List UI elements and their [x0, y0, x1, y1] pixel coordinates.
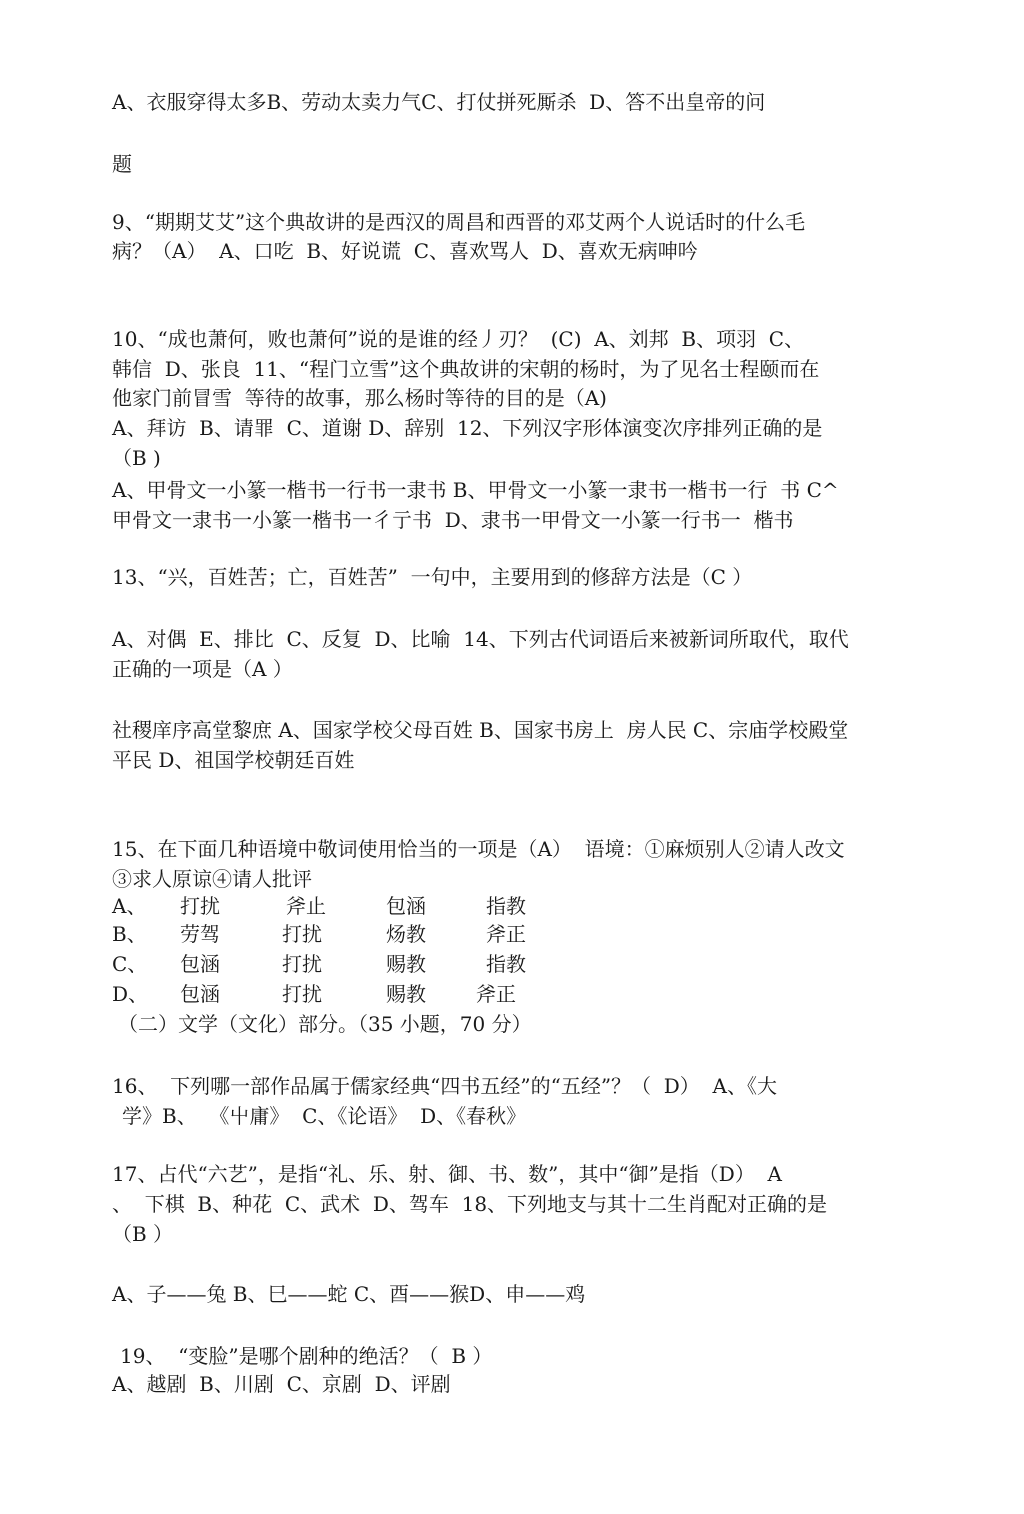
option-cell: 包涵 [180, 952, 220, 976]
option-cell: 赐教 [386, 952, 426, 976]
option-cell: 打扰 [180, 894, 220, 918]
text-line: 、 下棋 B、种花 C、武术 D、驾车 18、下列地支与其十二生肖配对正确的是 [112, 1192, 828, 1216]
question-9: 9、“期期艾艾”这个典故讲的是西汉的周昌和西晋的邓艾两个人说话时的什么毛 [112, 210, 806, 234]
text-line: A、越剧 B、川剧 C、京剧 D、评剧 [112, 1372, 451, 1396]
option-letter: A、 [112, 894, 147, 918]
option-cell: 包涵 [180, 982, 220, 1006]
option-letter: B、 [112, 922, 147, 946]
option-cell: 炀教 [386, 922, 426, 946]
text-line: A、对偶 E、排比 C、反复 D、比喻 14、下列古代词语后来被新词所取代，取代 [112, 627, 849, 651]
option-cell: 斧止 [286, 894, 326, 918]
section-heading: （二）文学（文化）部分。（35 小题，70 分） [118, 1012, 532, 1036]
option-cell: 打扰 [282, 982, 322, 1006]
text-line: 正确的一项是（A ） [112, 657, 293, 681]
option-cell: 斧正 [486, 922, 526, 946]
text-line: A、子——兔 B、巳——蛇 C、酉——猴D、申——鸡 [112, 1282, 586, 1306]
text-line: ③求人原谅④请人批评 [112, 867, 312, 891]
text-line: A、拜访 B、请罪 C、道谢 D、辞别 12、下列汉字形体演变次序排列正确的是 [112, 416, 823, 440]
text-line: 甲骨文一隶书一小篆一楷书一彳亍书 D、隶书一甲骨文一小篆一行书一 楷书 [112, 508, 794, 532]
text-line: 社稷庠序高堂黎庶 A、国家学校父母百姓 B、国家书房上 房人民 C、宗庙学校殿堂 [112, 718, 849, 742]
text-line: A、衣服穿得太多B、劳动太卖力气C、打仗拼死厮杀 D、答不出皇帝的问 [112, 90, 766, 114]
text-line: A、甲骨文一小篆一楷书一行书一隶书 B、甲骨文一小篆一隶书一楷书一行 书 C^ [112, 478, 839, 502]
text-line: 平民 D、祖国学校朝廷百姓 [112, 748, 355, 772]
option-cell: 斧正 [476, 982, 516, 1006]
option-cell: 打扰 [282, 952, 322, 976]
option-letter: D、 [112, 982, 149, 1006]
question-17: 17、占代“六艺”，是指“礼、乐、射、御、书、数”，其中“御”是指（D） A [112, 1162, 782, 1186]
text-line: 题 [112, 152, 132, 176]
text-line: 韩信 D、张良 11、“程门立雪”这个典故讲的宋朝的杨时，为了见名士程颐而在 [112, 357, 820, 381]
text-line: 学》B、 《屮庸》 C、《论语》 D、《春秋》 [122, 1104, 527, 1128]
text-line: （B ） [112, 1222, 174, 1246]
text-line: 他家门前冒雪 等待的故事，那么杨时等待的目的是（A) [112, 386, 607, 410]
question-16: 16、 下列哪一部作品属于儒家经典“四书五经”的“五经”？（ D） A、《大 [112, 1074, 777, 1098]
option-cell: 赐教 [386, 982, 426, 1006]
option-cell: 劳驾 [180, 922, 220, 946]
option-cell: 包涵 [386, 894, 426, 918]
question-10: 10、“成也萧何，败也萧何”说的是谁的经丿刃？ (C) A、刘邦 B、项羽 C、 [112, 327, 805, 351]
text-line: 病？（A） A、口吃 B、好说谎 C、喜欢骂人 D、喜欢无病呻吟 [112, 239, 698, 263]
option-cell: 指教 [486, 894, 526, 918]
question-13: 13、“兴，百姓苦；亡，百姓苦” 一句中，主要用到的修辞方法是（C ） [112, 565, 753, 589]
question-15: 15、在下面几种语境中敬词使用恰当的一项是（A） 语境：①麻烦别人②请人改文 [112, 837, 845, 861]
option-letter: C、 [112, 952, 148, 976]
option-cell: 指教 [486, 952, 526, 976]
option-cell: 打扰 [282, 922, 322, 946]
question-19: 19、 “变脸”是哪个剧种的绝活？（ B ） [120, 1344, 493, 1368]
text-line: （B ) [112, 446, 161, 470]
